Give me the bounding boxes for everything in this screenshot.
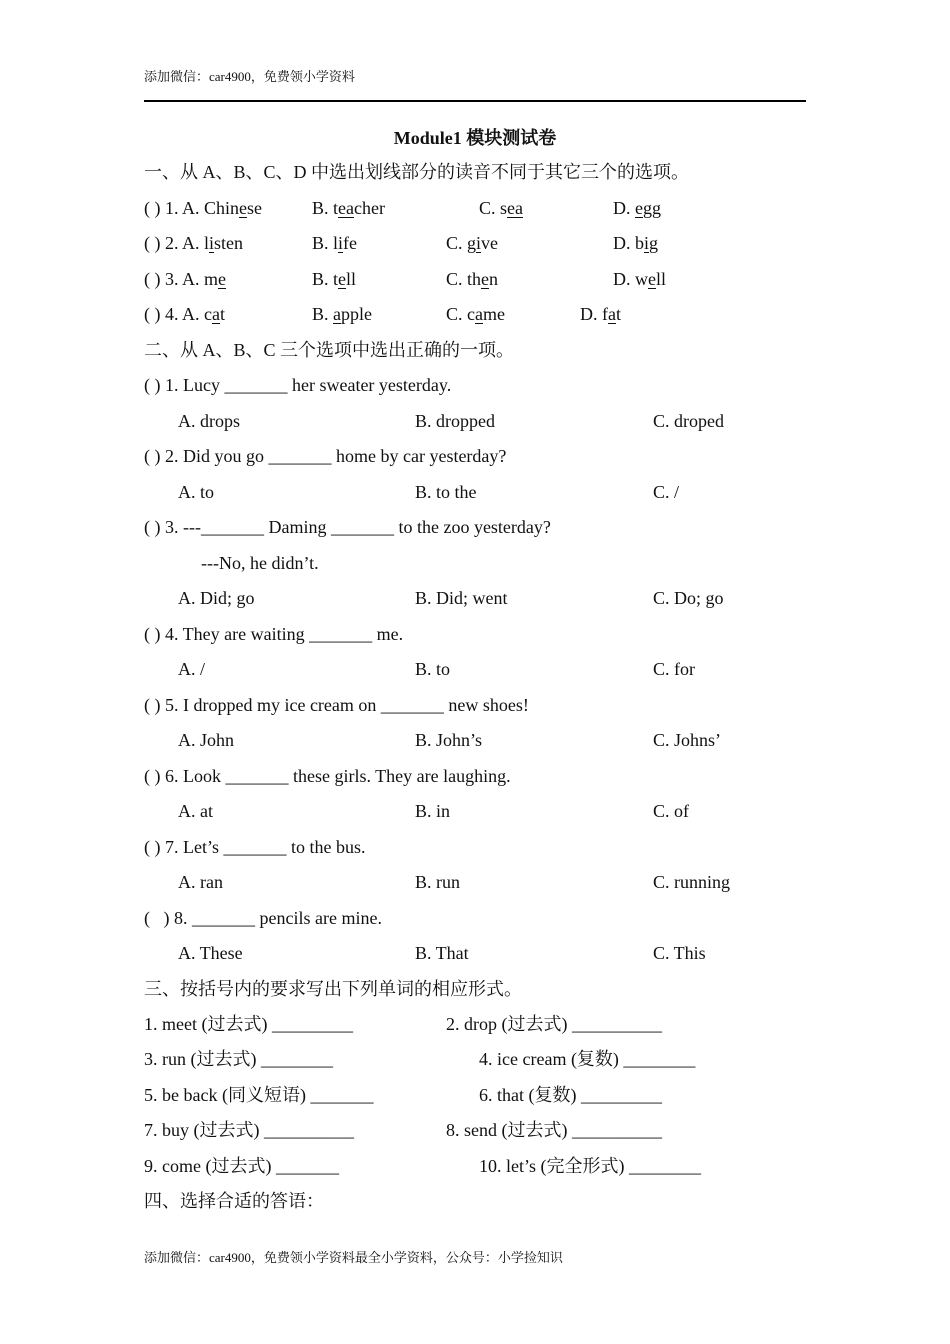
- s2-q6-option-c: C. of: [653, 801, 689, 821]
- s3-item-7: 7. buy (过去式) __________: [144, 1120, 354, 1140]
- s1-q4-option-d: D. fat: [580, 304, 622, 324]
- s1-question-1: ( ) 1. A. Chinese: [144, 198, 263, 218]
- section1-heading: 一、从 A、B、C、D 中选出划线部分的读音不同于其它三个的选项。: [144, 162, 690, 182]
- s2-q6-option-a: A. at: [178, 801, 213, 821]
- s3-item-5: 5. be back (同义短语) _______: [144, 1085, 374, 1105]
- s2-q7-option-b: B. run: [415, 872, 460, 892]
- page-footer: 添加微信：car4900，免费领小学资料最全小学资料，公众号：小学捡知识: [144, 1250, 563, 1265]
- s2-question-3: ( ) 3. ---_______ Daming _______ to the zoo yesterday?: [144, 517, 551, 537]
- s2-q1-option-b: B. dropped: [415, 411, 495, 431]
- s1-q1-option-d: D. egg: [613, 198, 661, 218]
- s1-q1-option-b: B. teacher: [312, 198, 385, 218]
- s2-q3-option-c: C. Do; go: [653, 588, 724, 608]
- s2-q4-option-c: C. for: [653, 659, 695, 679]
- s2-q7-option-a: A. ran: [178, 872, 223, 892]
- page-title: Module1 模块测试卷: [393, 128, 557, 148]
- s2-q4-option-a: A. /: [178, 659, 205, 679]
- s3-item-6: 6. that (复数) _________: [479, 1085, 662, 1105]
- s1-q2-option-b: B. life: [312, 233, 358, 253]
- s1-q4-option-c: C. came: [446, 304, 505, 324]
- s1-question-3: ( ) 3. A. me: [144, 269, 227, 289]
- s2-q3-reply: ---No, he didn’t.: [201, 553, 319, 573]
- s2-q7-option-c: C. running: [653, 872, 731, 892]
- s3-item-8: 8. send (过去式) __________: [446, 1120, 662, 1140]
- s1-q2-option-c: C. give: [446, 233, 499, 253]
- s3-item-2: 2. drop (过去式) __________: [446, 1014, 662, 1034]
- s2-q8-option-c: C. This: [653, 943, 706, 963]
- s2-q5-option-b: B. John’s: [415, 730, 483, 750]
- s2-question-6: ( ) 6. Look _______ these girls. They are laughing.: [144, 766, 511, 786]
- s1-question-4: ( ) 4. A. cat: [144, 304, 226, 324]
- s2-q2-option-b: B. to the: [415, 482, 477, 502]
- s1-question-2: ( ) 2. A. listen: [144, 233, 244, 253]
- s2-question-4: ( ) 4. They are waiting _______ me.: [144, 624, 404, 644]
- s2-q5-option-a: A. John: [178, 730, 235, 750]
- s2-q3-option-a: A. Did; go: [178, 588, 255, 608]
- s2-question-2: ( ) 2. Did you go _______ home by car yesterday?: [144, 446, 507, 466]
- section3-heading: 三、按括号内的要求写出下列单词的相应形式。: [144, 979, 522, 999]
- section2-heading: 二、从 A、B、C 三个选项中选出正确的一项。: [144, 340, 515, 360]
- s2-q5-option-c: C. Johns’: [653, 730, 722, 750]
- s1-q3-option-c: C. then: [446, 269, 499, 289]
- s2-q2-option-c: C. /: [653, 482, 680, 502]
- s3-item-4: 4. ice cream (复数) ________: [479, 1049, 696, 1069]
- s1-q4-option-b: B. apple: [312, 304, 373, 324]
- s2-q8-option-b: B. That: [415, 943, 469, 963]
- s3-item-3: 3. run (过去式) ________: [144, 1049, 333, 1069]
- s3-item-10: 10. let’s (完全形式) ________: [479, 1156, 701, 1176]
- s3-item-1: 1. meet (过去式) _________: [144, 1014, 353, 1034]
- s2-q6-option-b: B. in: [415, 801, 451, 821]
- s3-item-9: 9. come (过去式) _______: [144, 1156, 339, 1176]
- s1-q3-option-d: D. well: [613, 269, 667, 289]
- page-header: 添加微信：car4900，免费领小学资料: [144, 69, 355, 84]
- s2-q1-option-a: A. drops: [178, 411, 240, 431]
- s1-q1-option-c: C. sea: [479, 198, 523, 218]
- s2-q2-option-a: A. to: [178, 482, 214, 502]
- s2-question-8: ( ) 8. _______ pencils are mine.: [144, 908, 382, 928]
- s2-q8-option-a: A. These: [178, 943, 243, 963]
- section4-heading: 四、选择合适的答语：: [144, 1191, 324, 1211]
- s2-q1-option-c: C. droped: [653, 411, 724, 431]
- s2-q3-option-b: B. Did; went: [415, 588, 508, 608]
- s2-q4-option-b: B. to: [415, 659, 451, 679]
- s2-question-5: ( ) 5. I dropped my ice cream on _______ new shoes!: [144, 695, 529, 715]
- s2-question-7: ( ) 7. Let’s _______ to the bus.: [144, 837, 366, 857]
- s1-q2-option-d: D. big: [613, 233, 659, 253]
- s2-question-1: ( ) 1. Lucy _______ her sweater yesterday.: [144, 375, 452, 395]
- header-divider: [144, 100, 806, 102]
- s1-q3-option-b: B. tell: [312, 269, 357, 289]
